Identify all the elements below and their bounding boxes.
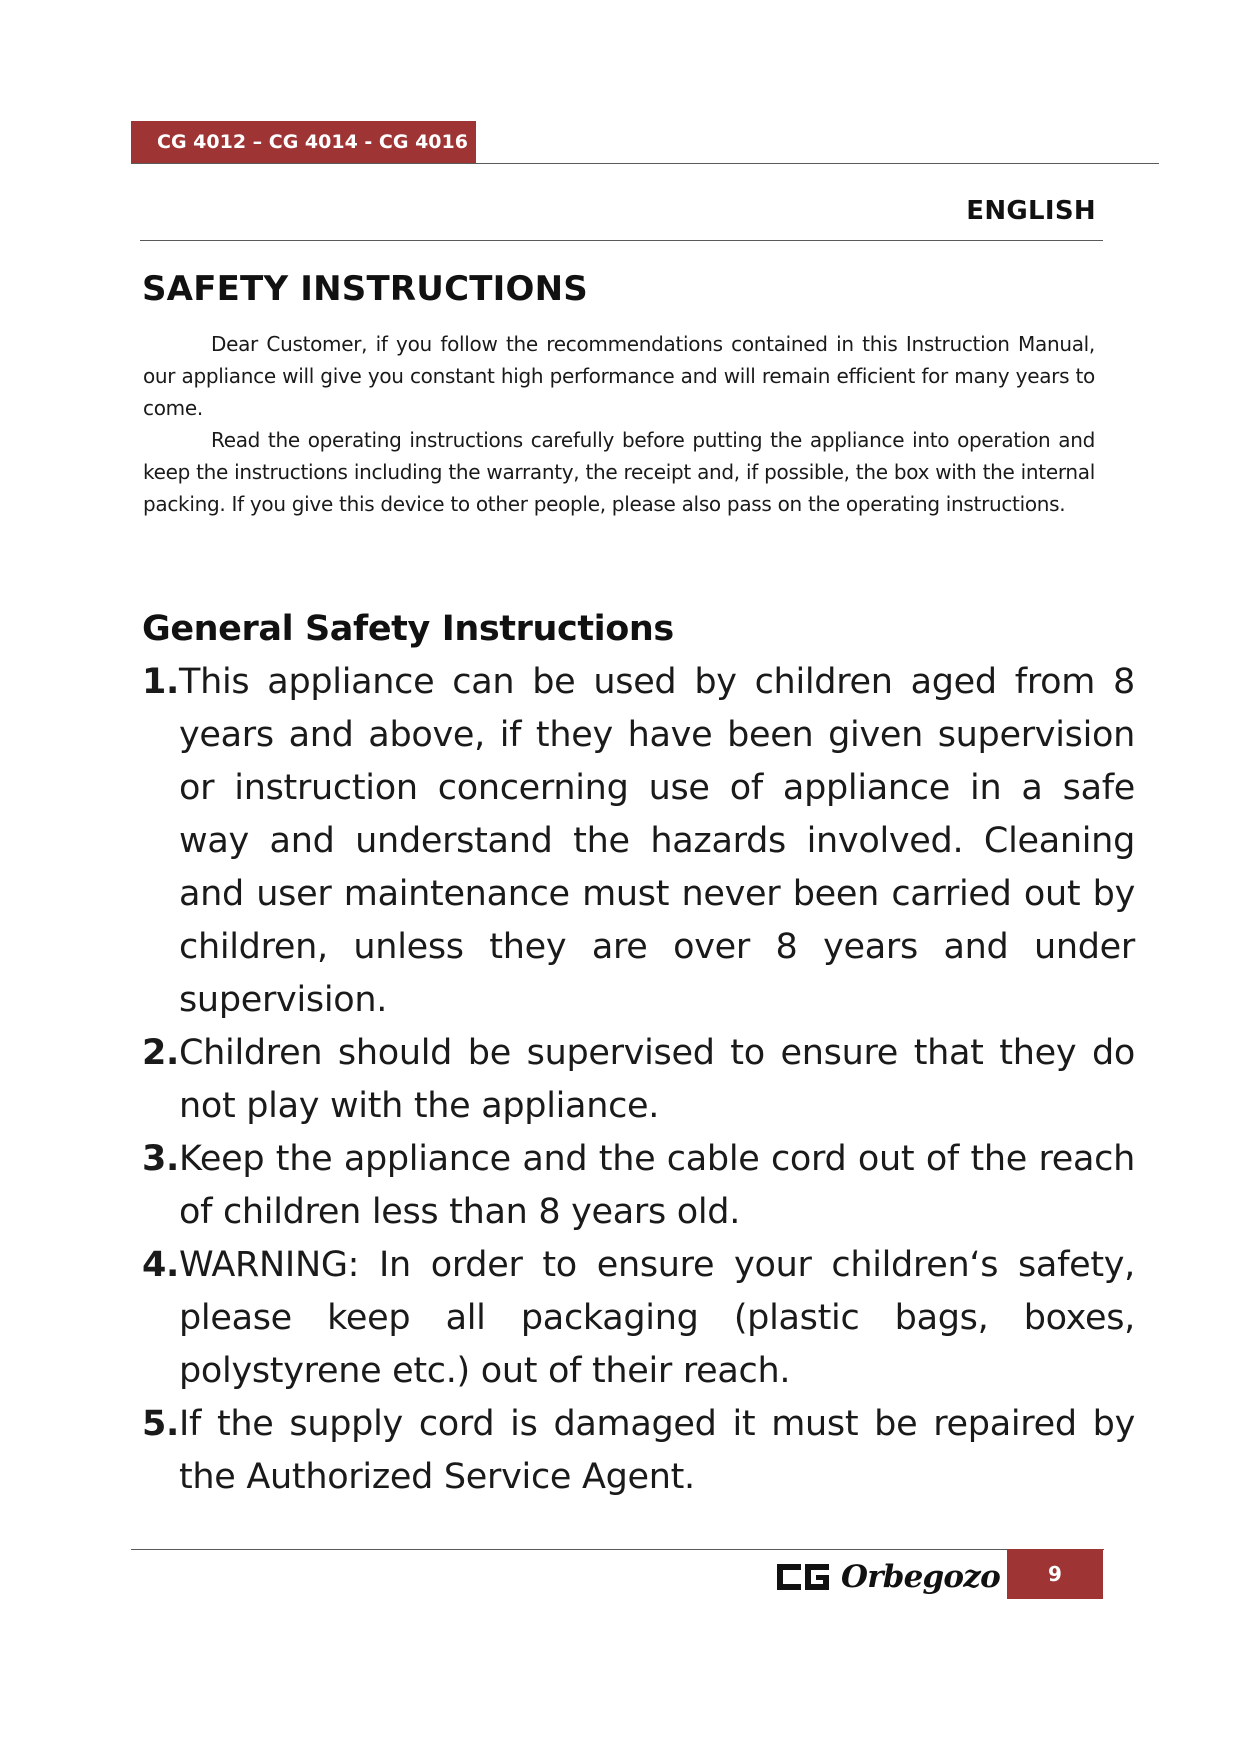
safety-instructions-list <box>142 656 1135 1504</box>
model-label: CG 4012 – CG 4014 - CG 4016 <box>131 121 476 164</box>
list-item-text: This appliance can be used by children aged from 8 years and above, if they have been given supervision or instruction concerning use of appliance in a safe way and understand the hazards involved. Cleaning and user maintenance must never been carried out by children, unless they are over 8 years and under supervision. <box>179 662 1135 1020</box>
list-item-text: WARNING: In order to ensure your children‘s safety, please keep all packaging (plastic bags, boxes, polystyrene etc.) out of their reach. <box>179 1245 1135 1391</box>
section-title: General Safety Instructions <box>142 609 674 649</box>
list-item-text: If the supply cord is damaged it must be repaired by the Authorized Service Agent. <box>179 1404 1135 1497</box>
list-item-text: Keep the appliance and the cable cord out of the reach of children less than 8 years old. <box>179 1139 1135 1232</box>
page-title: SAFETY INSTRUCTIONS <box>142 269 588 309</box>
list-item <box>142 1133 1135 1239</box>
intro-paragraph: Dear Customer, if you follow the recommendations contained in this Instruction Manual, our appliance will give you constant high performance and will remain efficient for many years to come. <box>143 332 1095 420</box>
header-rule <box>131 163 1159 164</box>
list-item <box>142 1398 1135 1504</box>
intro-paragraph: Read the operating instructions carefully before putting the appliance into operation and keep the instructions including the warranty, the receipt and, if possible, the box with the internal packing. If you give this device to other people, please also pass on the operating instructions. <box>143 428 1095 516</box>
list-item-number: 4. <box>142 1245 180 1285</box>
list-item-number: 5. <box>142 1404 180 1444</box>
list-item-number: 1. <box>142 662 180 702</box>
language-rule <box>140 240 1103 241</box>
list-item <box>142 1239 1135 1398</box>
list-item-text: Children should be supervised to ensure that they do not play with the appliance. <box>179 1033 1135 1126</box>
intro-section <box>143 328 1095 520</box>
list-item-number: 2. <box>142 1033 180 1073</box>
list-item-number: 3. <box>142 1139 180 1179</box>
footer-rule <box>131 1549 1104 1550</box>
brand-name: Orbegozo <box>841 1559 1000 1595</box>
cg-logo-icon <box>777 1564 829 1590</box>
brand-logo <box>777 1555 1000 1599</box>
page-number: 9 <box>1007 1549 1103 1599</box>
list-item <box>142 1027 1135 1133</box>
list-item <box>142 656 1135 1027</box>
language-label: ENGLISH <box>966 196 1096 226</box>
